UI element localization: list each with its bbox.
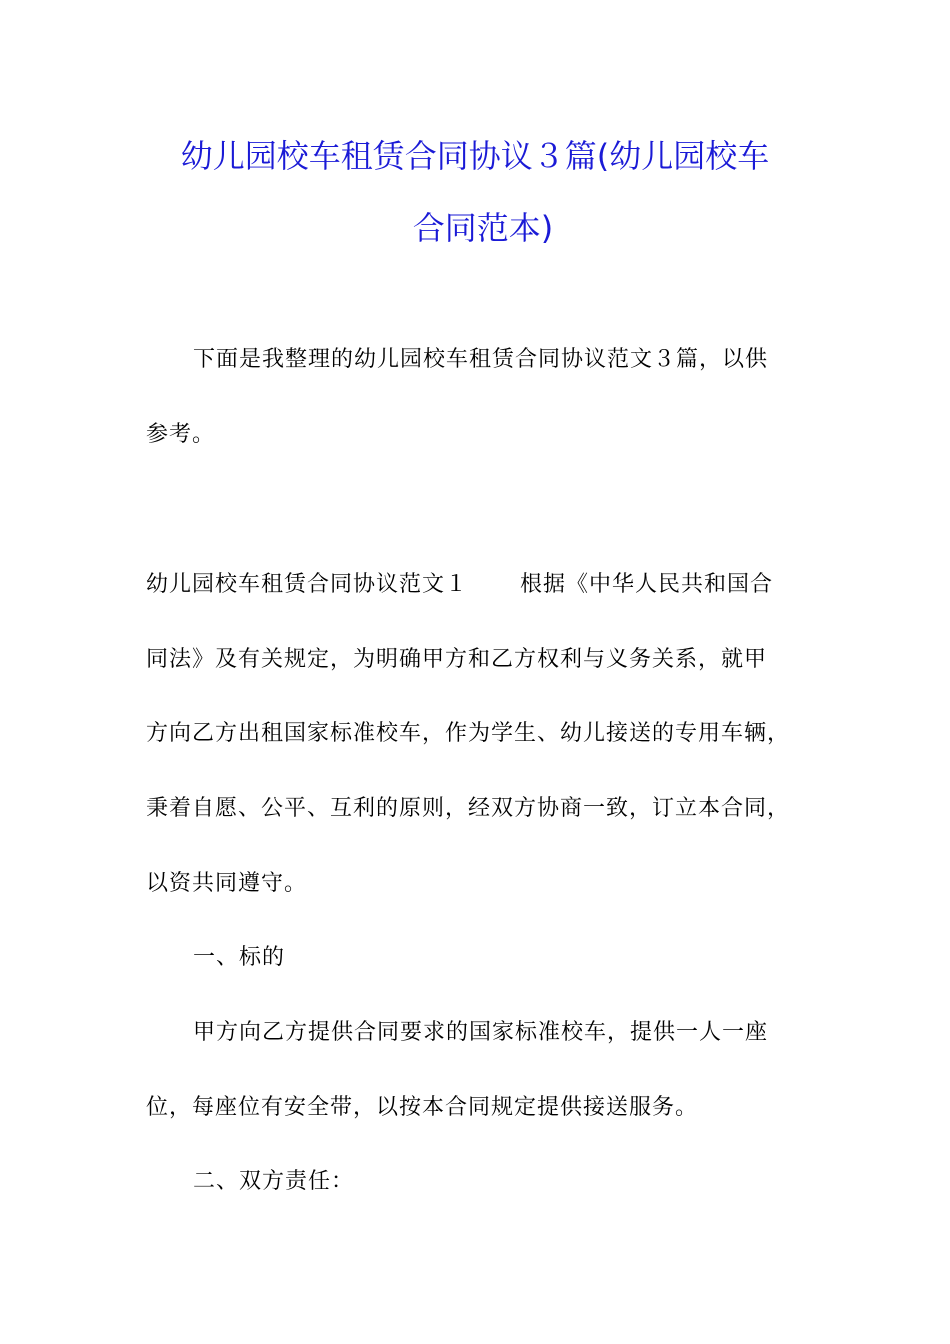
para1-line-3: 方向乙方出租国家标准校车，作为学生、幼儿接送的专用车辆， <box>146 721 791 746</box>
para1-line-2: 同法》及有关规定，为明确甲方和乙方权利与义务关系，就甲 <box>146 647 768 672</box>
item1-line-2: 位，每座位有安全带，以按本合同规定提供接送服务。 <box>146 1095 699 1120</box>
document-title-line-2: 合同范本) <box>412 209 554 247</box>
item2-heading: 二、双方责任： <box>193 1169 355 1194</box>
para1-line-1-tail: 根据《中华人民共和国合 <box>520 572 774 597</box>
para1-line-4: 秉着自愿、公平、互利的原则，经双方协商一致，订立本合同， <box>146 796 791 821</box>
para1-line-5: 以资共同遵守。 <box>146 871 308 896</box>
intro-line-2: 参考。 <box>146 422 216 447</box>
document-title-line-1: 幼儿园校车租赁合同协议３篇(幼儿园校车 <box>180 137 770 175</box>
intro-line-1: 下面是我整理的幼儿园校车租赁合同协议范文３篇，以供 <box>193 347 769 372</box>
item1-line-1: 甲方向乙方提供合同要求的国家标准校车，提供一人一座 <box>193 1020 769 1045</box>
section-heading: 幼儿园校车租赁合同协议范文１ <box>146 572 469 597</box>
item1-heading: 一、标的 <box>193 945 286 970</box>
section-heading-line <box>146 569 773 601</box>
